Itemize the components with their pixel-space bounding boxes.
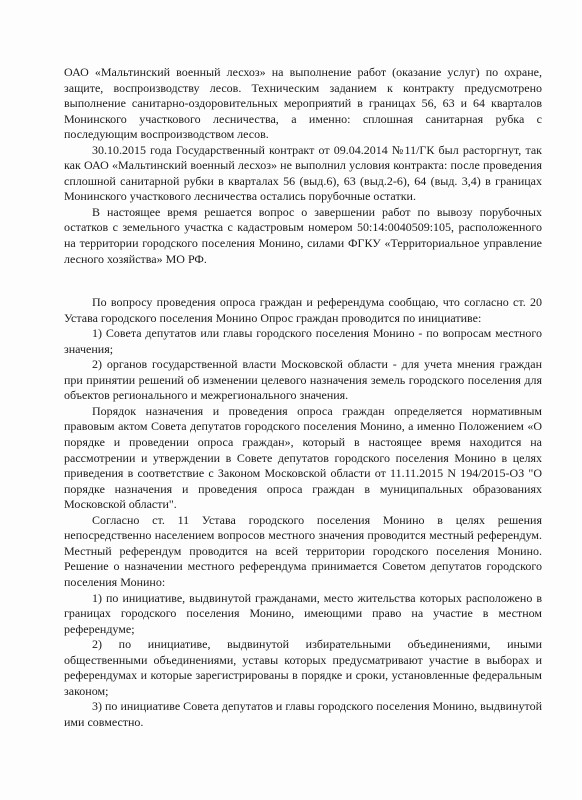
paragraph-residue-removal: В настоящее время решается вопрос о завершении работ по вывозу порубочных остатков с земельного участка с кадастровым номером 50:14:0040509:105, расположенного на территории городского поселения Монино, силами ФГКУ «Территориальное управление лесного хозяйства» МО РФ.: [64, 204, 542, 266]
paragraph-contract-description: ОАО «Мальтинский военный лесхоз» на выполнение работ (оказание услуг) по охране, защите, воспроизводству лесов. Техническим заданием к контракту предусмотрено выполнение санитарно-оздоровительных мероприятий в границах 56, 63 и 64 кварталов Монинского участкового лесничества, а именно: сплошная санитарная рубка с последующим воспроизводством лесов.: [64, 65, 542, 142]
paragraph-survey-item-2: 2) органов государственной власти Московской области - для учета мнения граждан при принятии решений об изменении целевого назначения земель городского поселения для объектов регионального и межрегионального значения.: [64, 357, 542, 403]
paragraph-referendum-item-1: 1) по инициативе, выдвинутой гражданами, место жительства которых расположено в границах городского поселения Монино, имеющими право на участие в местном референдуме;: [64, 590, 542, 636]
paragraph-referendum-intro: Согласно ст. 11 Устава городского поселения Монино в целях решения непосредственно населением вопросов местного значения проводится местный референдум. Местный референдум проводится на всей территории городского поселения Монино. Решение о назначении местного референдума принимается Советом депутатов городского поселения Монино:: [64, 512, 542, 589]
paragraph-survey-item-1: 1) Совета депутатов или главы городского поселения Монино - по вопросам местного значения;: [64, 326, 542, 356]
paragraph-survey-procedure: Порядок назначения и проведения опроса граждан определяется нормативным правовым актом Совета депутатов городского поселения Монино, а именно Положением «О порядке и проведении опроса граждан», который в настоящее время находится на рассмотрении и утверждении в Совете депутатов городского поселения Монино в целях приведения в соответствие с Законом Московской области от 11.11.2015 N 194/2015-ОЗ "О порядке назначения и проведения опроса граждан в муниципальных образованиях Московской области".: [64, 403, 542, 512]
paragraph-survey-intro: По вопросу проведения опроса граждан и референдума сообщаю, что согласно ст. 20 Устава городского поселения Монино Опрос граждан проводится по инициативе:: [64, 295, 542, 325]
paragraph-contract-termination: 30.10.2015 года Государственный контракт от 09.04.2014 №11/ГК был расторгнут, так как ОАО «Мальтинский военный лесхоз» не выполнил условия контракта: после проведения сплошной санитарной рубки в кварталах 56 (выд.6), 63 (выд.2-6), 64 (выд. 3,4) в границах Монинского участкового лесничества остались порубочные остатки.: [64, 142, 542, 204]
paragraph-referendum-item-3: 3) по инициативе Совета депутатов и главы городского поселения Монино, выдвинутой ими совместно.: [64, 699, 542, 729]
section-gap: [64, 267, 542, 295]
document-body: [64, 65, 542, 730]
paragraph-referendum-item-2: 2) по инициативе, выдвинутой избирательными объединениями, иными общественными объединениями, уставы которых предусматривают участие в выборах и референдумах и которые зарегистрированы в порядке и сроки, установленные федеральным законом;: [64, 637, 542, 698]
